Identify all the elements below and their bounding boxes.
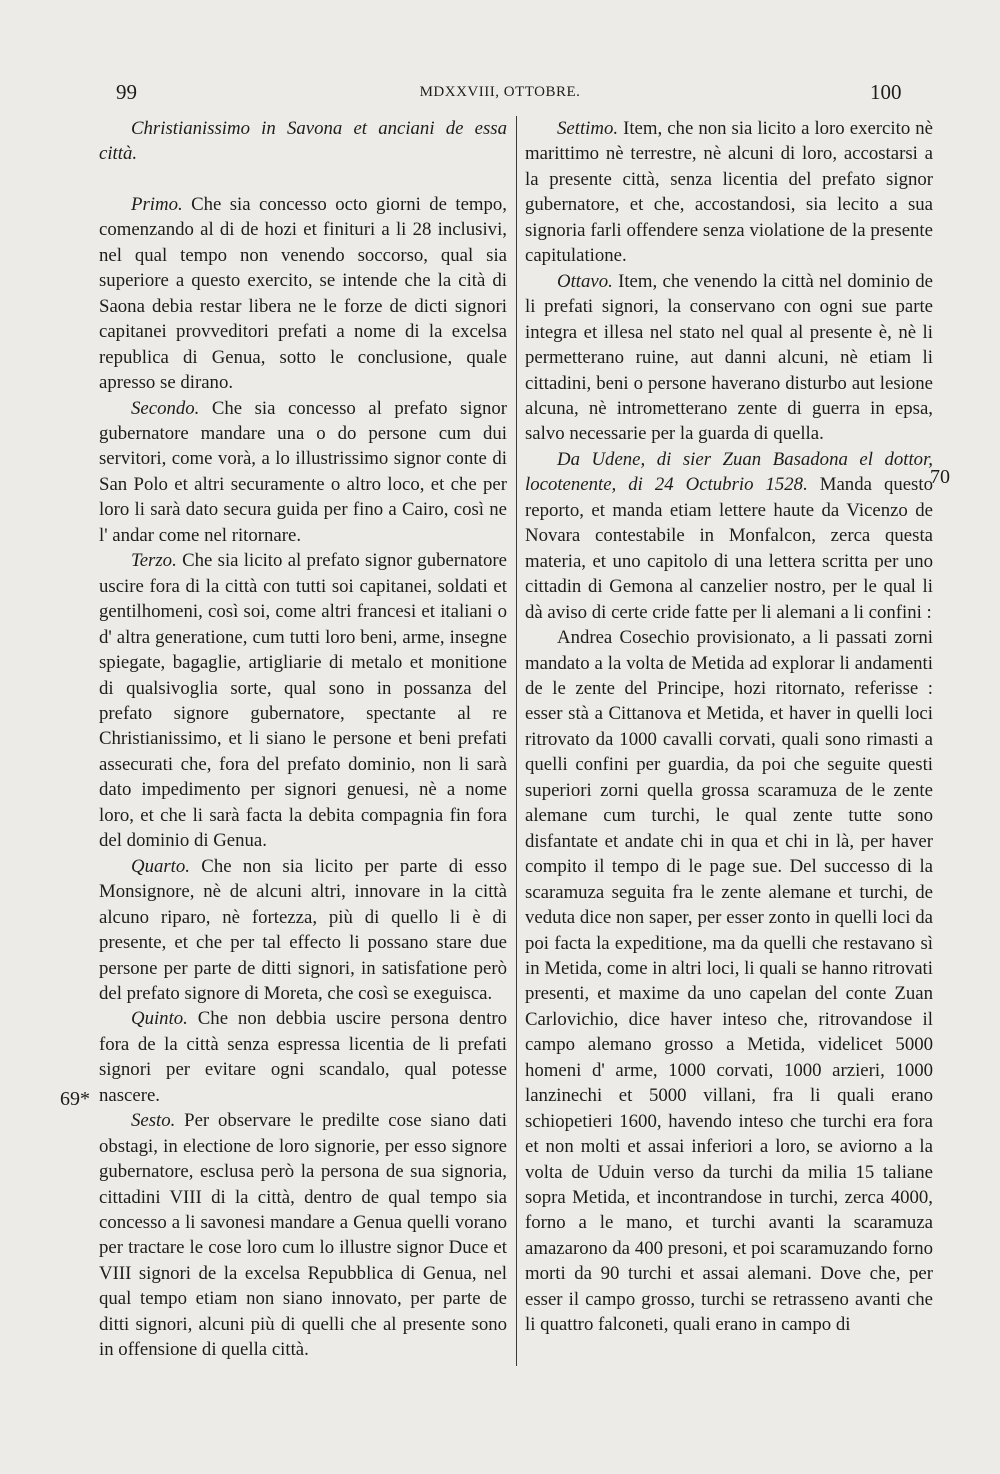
column-divider	[516, 116, 517, 1366]
paragraph-text: Che sia concesso al prefato signor gubernatore mandare una o do persone cum dui servitori, come vorà, a lo illustrissimo signor conte di San Polo et altri securamente o altro loco, et che per loro li sarà dato secura guida per fino a Cairo, così ne l' andar come nel ritornare.	[99, 397, 507, 546]
paragraph-text: Andrea Cosechio provisionato, a li passati zorni mandato a la volta de Metida ad explorar li andamenti de le zente del Principe, hozi ritornato, referisse : esser stà a Cittanova et Metida, et haver in quelli loci ritrovato da 1000 cavalli corvati, quali sono rimasti a quelli confini per guardia, da poi che seguite questi superiori zorni quella grossa scaramuza de le zente alemane cum turchi, le qual zente tutte sono disfantate et andate chi in qua et chi in là, per haver compito il tempo di le page sue. Del successo di la scaramuza seguita fra le zente alemane et turchi, de veduta dice non saper, per esser zonto in quelli loci da poi facta la expeditione, ma da quelli che restavano sì in Metida, come in altri loci, li quali se hanno ritrovati presenti, et maxime da uno capelan del conte Zuan Carlovichio, dice haver inteso che, ritrovandose il campo alemano grosso a Metida, videlicet 5000 homeni d' arme, 1000 corvati, 1000 arzieri, 1000 lanzinechi et 5000 villani, fra li quali erano schiopetieri 1600, havendo inteso che turchi era fora et non molti et assai inferiori a loro, se aviorno a la volta de Uduin verso da turchi da milia 15 taliane sopra Metida, et incontrandose in turchi, zerca 4000, forno a le mano, et turchi avanti la scaramuza amazarono da 400 presoni, et poi scaramuzando forno morti da 90 turchi et assai alemani. Dove che, per esser il campo grosso, turchi se retrasseno avanti che li quattro falconeti, quali erano in campo di	[525, 627, 933, 1336]
paragraph-lead: Christianissimo in Savona et anciani de essa città.	[99, 118, 507, 165]
paragraph	[525, 625, 933, 1338]
paragraph-text: Che sia licito al prefato signor gubernatore uscire fora di la città con tutti soi capitanei, soldati et gentilhomeni, così soi, come altri francesi et italiani o d' altra generatione, cum tutti loro beni, arme, insegne spiegate, bagaglie, artigliarie di metalo et monitione di qualsivoglia sorte, qual sono in possanza del prefato signore gubernatore, spectante al re Christianissimo, et li siano le persone et beni prefati assecurati che, fora del prefato dominio, non li sarà dato impedimento per signori genuesi, nè a nome loro, et che li sarà facta la debita compagnia fin fora del dominio di Genua.	[99, 550, 507, 852]
left-column	[99, 116, 507, 1363]
paragraph-text: Manda questo reporto, et manda etiam lettere haute da Vicenzo de Novara contestabile in Monfalcon, zerca questa materia, et uno capitolo di una lettera scritta per uno cittadin di Gemona al canzelier nostro, per le qual li dà aviso di certe cride fatte per li alemani a li confini :	[525, 474, 933, 623]
paragraph	[525, 269, 933, 447]
paragraph-lead: Quinto.	[131, 1008, 188, 1030]
running-header: MDXXVIII, OTTOBRE.	[419, 84, 581, 100]
paragraph	[525, 447, 933, 625]
right-column	[525, 116, 933, 1338]
paragraph-text: Per observare le predilte cose siano dati obstagi, in electione de loro signorie, per esso signore gubernatore, esclusa però la persona de sua signoria, cittadini VIII di la città, dentro de qual tempo sia concesso a li savonesi mandare a Genua quelli vorano per tractare le cose loro cum lo illustre signor Duce et VIII signori de la excelsa Repubblica di Genua, nel qual tempo etiam non siano innovato, per parte de ditti signori, alcuni più di quelli che al presente sono in offensione di quella città.	[99, 1110, 507, 1361]
paragraph-lead: Sesto.	[131, 1110, 176, 1132]
paragraph-lead: Settimo.	[557, 118, 619, 139]
paragraph	[99, 548, 507, 853]
paragraph	[99, 116, 507, 167]
paragraph	[99, 396, 507, 549]
margin-mark-left: 69*	[60, 1088, 90, 1110]
page-number-left: 99	[116, 80, 137, 104]
paragraph	[99, 192, 507, 396]
paragraph-lead: Secondo.	[131, 397, 200, 419]
paragraph	[99, 1108, 507, 1363]
paragraph-lead: Quarto.	[131, 855, 190, 877]
paragraph-text: Che non sia licito per parte di esso Monsignore, nè de alcuni altri, innovare in la città alcuno riparo, nè fortezza, più di quello li è di presente, et che per tal effecto li possano stare due persone per parte de ditti signori, in satisfatione però del prefato signore di Moreta, che così se exeguisca.	[99, 855, 507, 1004]
paragraph-text: Item, che non sia licito a loro exercito nè marittimo nè terrestre, nè alcuni di loro, accostarsi a la presente città, senza licentia del prefato signor gubernatore, et che, accostandosi, sia lecito a sua signoria farli offendere senza violatione de la presente capitulatione.	[525, 118, 933, 267]
paragraph-lead: Primo.	[131, 193, 183, 215]
paragraph	[525, 116, 933, 269]
paragraph-lead: Ottavo.	[557, 270, 613, 292]
paragraph-text: Item, che venendo la città nel dominio de li prefati signori, la conservano con ogni sue parte integra et illesa nel stato nel qual al presente è, nè li permetterano ruine, aut danni alcuni, nè etiam li cittadini, beni o persone haverano disturbo aut lesione alcuna, nè intrometterano zente di guerra in epsa, salvo necessarie per la guarda di quella.	[525, 270, 933, 445]
paragraph-text: Che sia concesso octo giorni de tempo, comenzando al di de hozi et finituri a li 28 inclusivi, nel qual tempo non venendo soccorso, qual sia superiore a questo exercito, se intende che la cità di Saona debia restar libera ne le forze de dicti signori capitanei provveditori prefati a nome di la excelsa republica di Genua, sotto le conclusione, quale apresso se dirano.	[99, 193, 507, 394]
paragraph-text: Che non debbia uscire persona dentro fora de la città senza espressa licentia de li prefati signori per evitare ogni scandalo, qual potesse nascere.	[99, 1008, 507, 1106]
margin-mark-right: 70	[930, 466, 950, 488]
paragraph-lead: Terzo.	[131, 550, 177, 572]
paragraph	[99, 854, 507, 1007]
page-number-right: 100	[870, 80, 902, 104]
paragraph-lead: Da Udene, di sier Zuan Basadona el dottor, locotenente, di 24 Octubrio 1528.	[525, 448, 933, 496]
paragraph	[99, 1006, 507, 1108]
